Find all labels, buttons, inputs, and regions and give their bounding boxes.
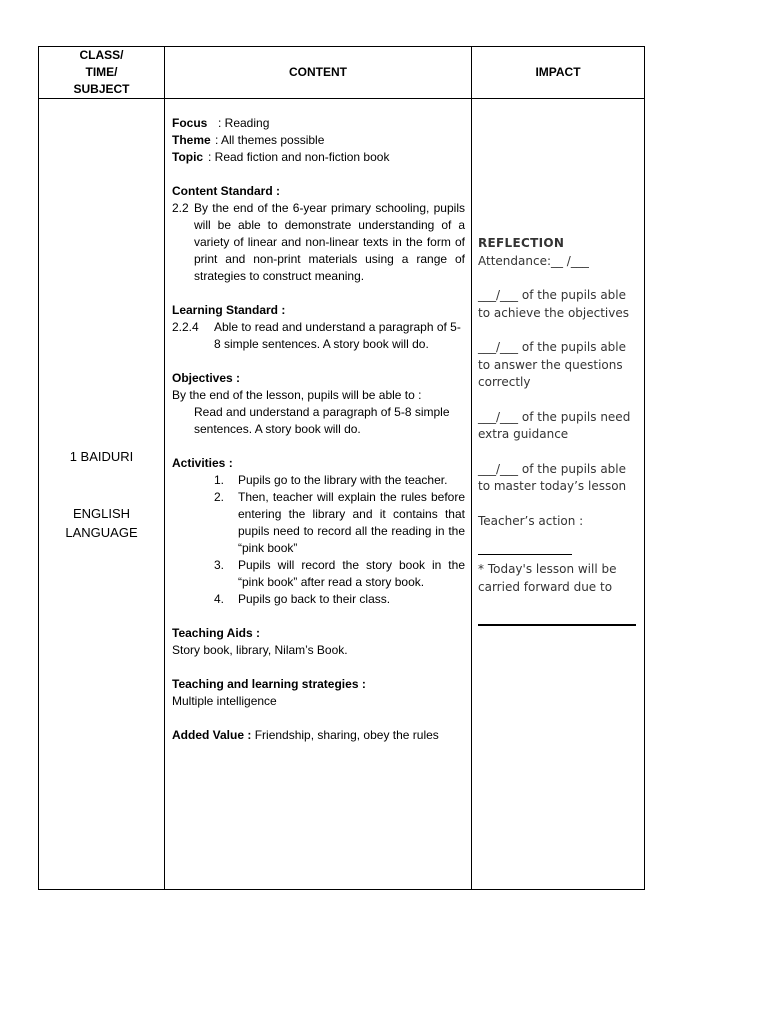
activity-text: Then, teacher will explain the rules before entering the library and it contains that pupils need to record all the reading in the “pink book” (238, 490, 465, 555)
activity-text: Pupils go back to their class. (238, 592, 391, 606)
objectives-title: Objectives : (172, 371, 241, 385)
activity-item (172, 557, 465, 591)
learning-standard-title: Learning Standard : (172, 303, 286, 317)
activity-text: Pupils will record the story book in the “pink book” after read a story book. (238, 558, 465, 589)
teacher-action-label: Teacher’s action : (478, 513, 584, 528)
impact-header: IMPACT (472, 47, 645, 99)
impact-cell (472, 99, 645, 890)
objectives-text: Read and understand a paragraph of 5-8 simple sentences. A story book will do. (194, 405, 450, 436)
activities (172, 455, 465, 608)
activity-item (172, 472, 465, 489)
focus-theme-topic (172, 115, 465, 166)
content-cell (165, 99, 472, 890)
learning-standard (172, 302, 465, 353)
activities-title: Activities : (172, 456, 233, 470)
strategies-title: Teaching and learning strategies : (172, 677, 366, 691)
class-name: 1 BAIDURI (69, 448, 134, 464)
attendance: Attendance:__ /___ (478, 253, 589, 268)
activities-list (172, 472, 465, 608)
content-standard-text: By the end of the 6-year primary schooling, pupils will be able to demonstrate understanding of a variety of linear and non-linear texts in the form of print and non-print materials using a range of strategies to construct meaning. (194, 201, 465, 283)
teacher-action-blank (478, 540, 572, 555)
activity-num: 2. (214, 490, 225, 504)
activity-item (172, 591, 465, 608)
theme-label: Theme (172, 133, 211, 147)
teaching-aids-title: Teaching Aids : (172, 626, 261, 640)
content-header: CONTENT (165, 47, 472, 99)
reflection-line-objectives: ___/___ of the pupils able to achieve the objectives (478, 288, 629, 320)
activity-num: 3. (214, 558, 225, 572)
teaching-aids-text: Story book, library, Nilam’s Book. (172, 643, 348, 657)
activity-num: 1. (214, 473, 225, 487)
added-value (172, 727, 465, 744)
lesson-row (39, 99, 645, 890)
activity-text: Pupils go to the library with the teacher. (238, 473, 448, 487)
objectives-intro: By the end of the lesson, pupils will be able to : (172, 388, 422, 402)
class-time-subject-header: CLASS/ TIME/ SUBJECT (39, 47, 165, 99)
topic-label: Topic (172, 150, 204, 164)
learning-standard-num: 2.2.4 (172, 320, 199, 334)
strategies (172, 676, 465, 710)
header-row (39, 47, 645, 99)
strategies-text: Multiple intelligence (172, 694, 277, 708)
content-standard (172, 183, 465, 285)
objectives (172, 370, 465, 438)
class-cell (39, 99, 165, 890)
learning-standard-text: Able to read and understand a paragraph of 5-8 simple sentences. A story book will do. (214, 320, 461, 351)
reflection-title: REFLECTION (478, 236, 565, 250)
carried-forward-note: * Today's lesson will be carried forward due to (478, 562, 617, 594)
theme-value: : All themes possible (215, 133, 325, 147)
focus-value: : Reading (218, 116, 270, 130)
subject-name: ENGLISH LANGUAGE (65, 505, 138, 540)
reflection-line-master: ___/___ of the pupils able to master today’s lesson (478, 461, 627, 493)
activity-num: 4. (214, 592, 225, 606)
teaching-aids (172, 625, 465, 659)
topic-value: : Read fiction and non-fiction book (208, 150, 390, 164)
added-value-label: Added Value : (172, 728, 252, 742)
reflection-line-questions: ___/___ of the pupils able to answer the questions correctly (478, 340, 627, 389)
reflection-line-guidance: ___/___ of the pupils need extra guidance (478, 409, 631, 441)
content-standard-num: 2.2 (172, 201, 189, 215)
carried-forward-blank (478, 624, 636, 626)
lesson-plan-table (38, 46, 645, 890)
activity-item (172, 489, 465, 557)
content-standard-title: Content Standard : (172, 184, 280, 198)
added-value-text: Friendship, sharing, obey the rules (254, 728, 439, 742)
focus-label: Focus (172, 116, 208, 130)
